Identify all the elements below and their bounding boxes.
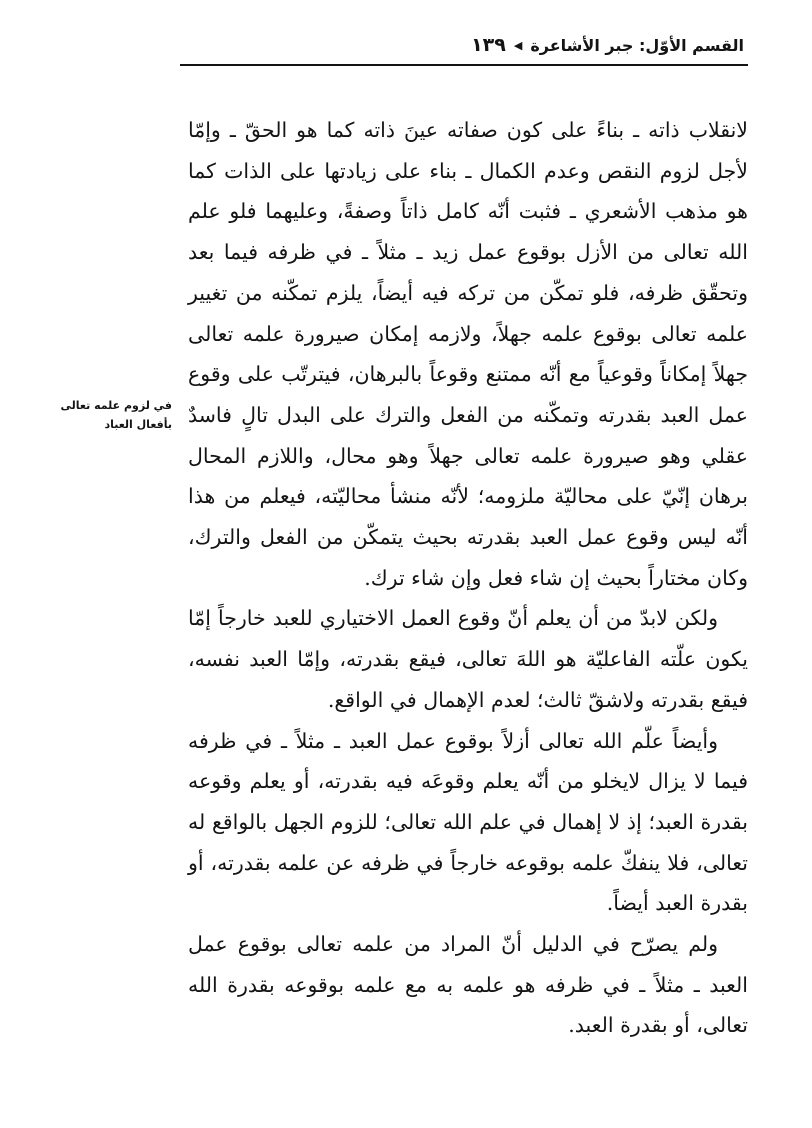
paragraph-3: وأيضاً علّم الله تعالى أزلاً بوقوع عمل العبد ـ مثلاً ـ في ظرفه فيما لا يزال لايخلو من أنّه يعلم وقوعَه فيه بقدرته، أو يعلم وقوعه بقدرة العبد؛ إذ لا إهمال في علم الله تعالى؛ للزوم الجهل بالواقع له تعالى، فلا ينفكّ علمه بوقوعه خارجاً في ظرفه عن علمه بقدرته، أو بقدرة العبد أيضاً. [188,728,748,916]
paragraph-1: لانقلاب ذاته ـ بناءً على كون صفاته عينَ ذاته كما هو الحقّ ـ وإمّا لأجل لزوم النقص وعدم الكمال ـ بناء على زيادتها على الذات كما هو مذهب الأشعري ـ فثبت أنّه كامل ذاتاً وصفةً، وعليهما فلو علم الله تعالى من الأزل بوقوع عمل زيد ـ مثلاً ـ في ظرفه فيما بعد وتحقّق ظرفه، فلو تمكّن من تركه فيه أيضاً، يلزم تمكّنه من تغيير علمه تعالى بوقوع علمه جهلاً، ولازمه إمكان صيرورة علمه تعالى جهلاً إمكاناً وقوعياً مع أنّه ممتنع وقوعاً بالبرهان، فيترتّب على وقوع عمل العبد بقدرته وتمكّنه من الفعل والترك على البدل تالٍ فاسدٌ عقلي وهو صيرورة علمه تعالى جهلاً وهو محال، واللازم المحال برهان إنّيّ على محاليّة ملزومه؛ لأنّه منشأ محاليّته، فيعلم من هذا أنّه ليس وقوع عمل العبد بقدرته بحيث يتمكّن من الفعل والترك، وكان مختاراً بحيث إن شاء فعل وإن شاء ترك. [188,118,748,590]
body-text [188,110,748,1046]
header-arrow-icon: ◀ [513,38,523,52]
paragraph-2: ولكن لابدّ من أن يعلم أنّ وقوع العمل الاختياري للعبد خارجاً إمّا يكون علّته الفاعليّة هو اللهَ تعالى، فيقع بقدرته، وإمّا العبد نفسه، فيقع بقدرته ولاشقّ ثالث؛ لعدم الإهمال في الواقع. [188,606,748,712]
paragraph-4: ولم يصرّح في الدليل أنّ المراد من علمه تعالى بوقوع عمل العبد ـ مثلاً ـ في ظرفه هو علمه به مع علمه بوقوعه بقدرة الله تعالى، أو بقدرة العبد. [188,932,748,1038]
running-header [180,30,748,66]
header-title: القسم الأوّل: جبر الأشاعرة [530,35,744,55]
margin-note: في لزوم علمه تعالى بأفعال العباد [60,399,172,431]
page-number: ١٣٩ [471,34,506,56]
header-rule [180,64,748,66]
header-content [471,34,744,56]
